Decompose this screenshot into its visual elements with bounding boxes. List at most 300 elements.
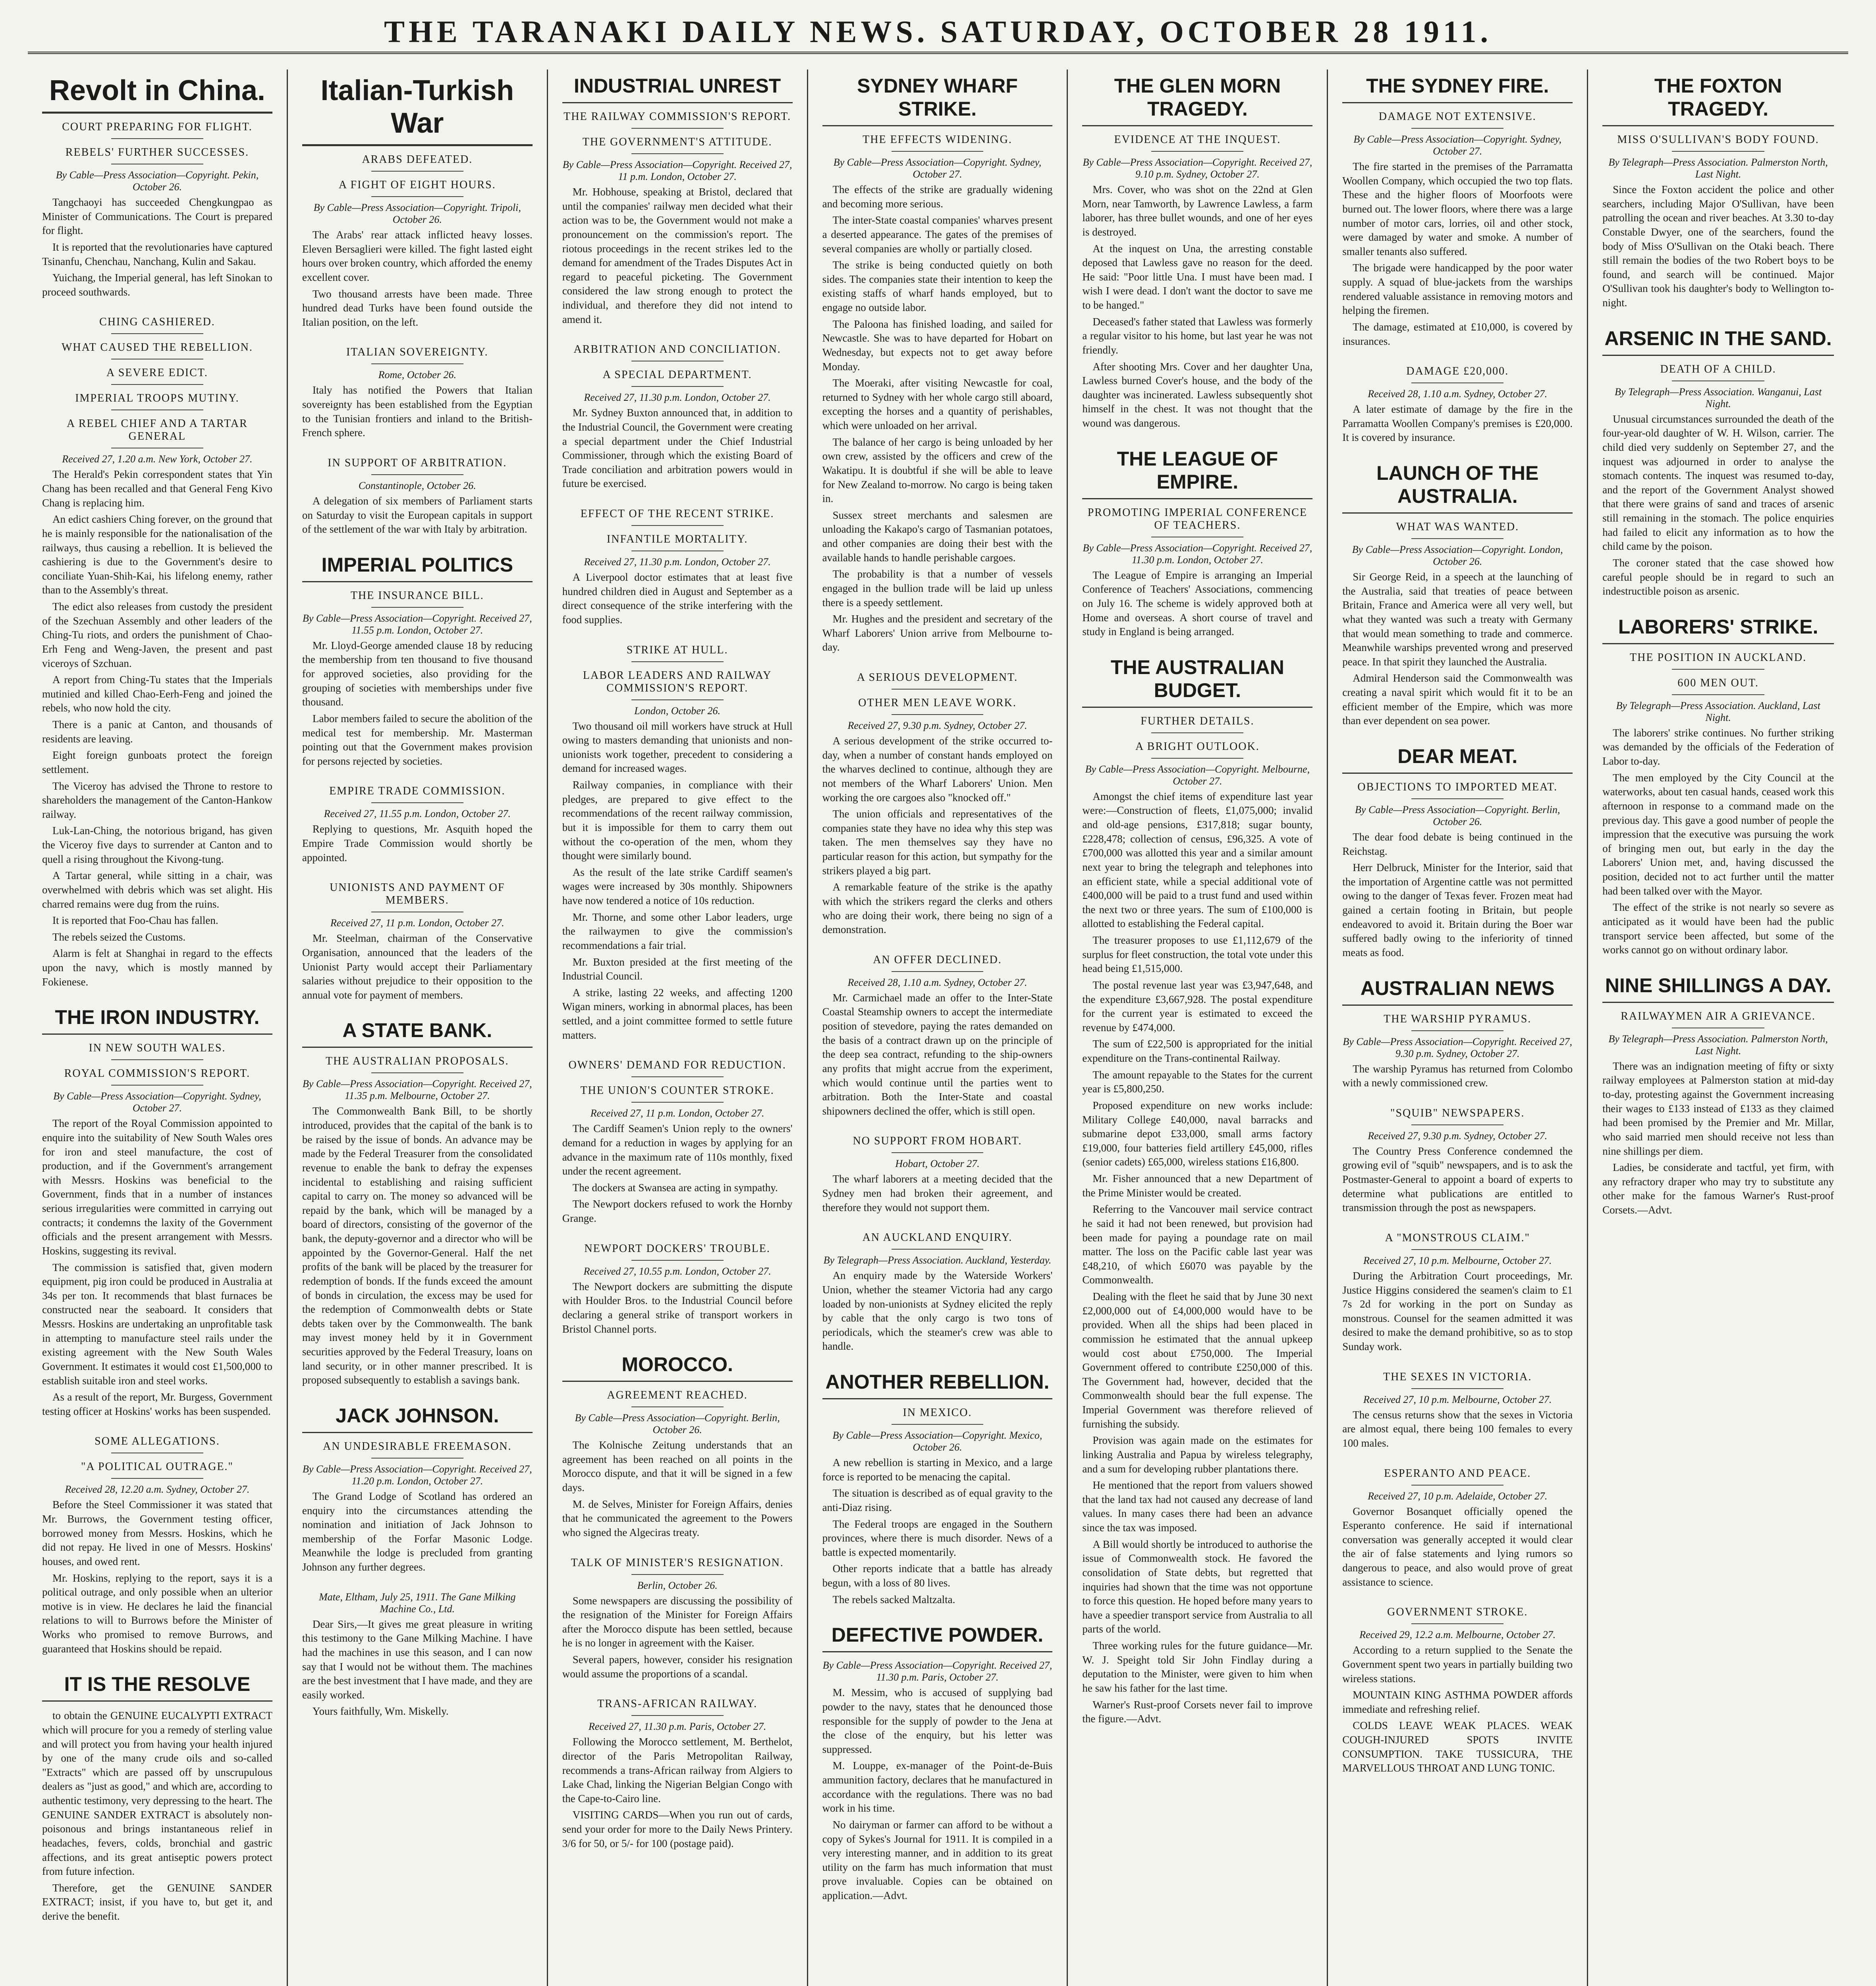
- article-subheading: REBELS' FURTHER SUCCESSES.: [65, 146, 249, 158]
- article-paragraph: There is a panic at Canton, and thousands of residents are leaving.: [42, 719, 272, 745]
- column-5: [1068, 70, 1328, 1986]
- article-paragraph: Three working rules for the future guidance—Mr. W. J. Speight told Sir John Findlay during a deputation to the Minister, were given to him when he saw his father for the last time.: [1082, 1640, 1313, 1694]
- dateline: Received 27, 11 p.m. London, October 27.: [590, 1107, 764, 1119]
- article-paragraph: The Newport dockers are submitting the dispute with Houlder Bros. to the Industrial Council before declaring a general strike of transport workers in Bristol Channel ports.: [562, 1280, 793, 1335]
- article-paragraph: Governor Bosanquet officially opened the Esperanto conference. He said if international conversation was generally accepted it would clear the air of false statements and lying rumors so dangerous to peace, and also would prove of great assistance to science.: [1342, 1505, 1573, 1588]
- article-paragraph: The Paloona has finished loading, and sailed for Newcastle. She was to have departed for Hobart on Wednesday, but expects not to get away before Monday.: [822, 318, 1053, 373]
- dateline: Received 27, 11.55 p.m. London, October 27.: [324, 808, 511, 820]
- column-4: [808, 70, 1068, 1986]
- article-subheading: OWNERS' DEMAND FOR REDUCTION.: [568, 1059, 786, 1072]
- divider: [371, 1458, 463, 1459]
- article-paragraph: He mentioned that the report from valuers showed that the land tax had not caused any decrease of land values. In many cases there had been an advance since the tax was imposed.: [1082, 1479, 1313, 1534]
- dateline: By Cable—Press Association—Copyright. Melbourne, October 27.: [1085, 763, 1310, 787]
- divider: [892, 1152, 984, 1153]
- column-1: [28, 70, 288, 1986]
- article: [1602, 74, 1834, 310]
- article-headline: IMPERIAL POLITICS: [302, 553, 533, 582]
- dateline: Received 28, 12.20 a.m. Sydney, October 27.: [65, 1484, 250, 1495]
- article: [562, 1557, 793, 1681]
- article-paragraph: Mr. Thorne, and some other Labor leaders, urge the railwaymen to give the commission's recommendations a fair trial.: [562, 911, 793, 951]
- divider: [631, 1260, 724, 1261]
- article-paragraph: According to a return supplied to the Senate the Government spent two years in partially building two wireless stations.: [1342, 1644, 1573, 1685]
- divider: [892, 971, 984, 972]
- article-subheading: A SEVERE EDICT.: [106, 367, 208, 379]
- divider: [631, 1076, 724, 1077]
- article-subheading: UNIONISTS AND PAYMENT OF MEMBERS.: [330, 881, 505, 907]
- article-subheading: THE RAILWAY COMMISSION'S REPORT.: [564, 110, 791, 123]
- article-paragraph: A delegation of six members of Parliament starts on Saturday to visit the European capitals in support of the settlement of the war with Italy by arbitration.: [302, 495, 533, 535]
- article-paragraph: The fire started in the premises of the Parramatta Woollen Company, which occupied the two top flats. These and the higher floors of Moorfoots were burned out. The lower floors, where there was a large number of motor cars, lorries, oil and other stock, were damaged by water and smoke. A number of smaller tenants also suffered.: [1342, 160, 1573, 257]
- article-subheading: TALK OF MINISTER'S RESIGNATION.: [571, 1556, 784, 1569]
- dateline: By Cable—Press Association—Copyright. London, October 26.: [1352, 544, 1563, 567]
- article-paragraph: Ladies, be considerate and tactful, yet firm, with any refractory draper who may try to substitute any other make for the famous Warner's Rust-proof Corsets.—Advt.: [1602, 1161, 1834, 1216]
- article: [1082, 656, 1312, 1726]
- article: [302, 457, 533, 537]
- divider: [631, 128, 724, 129]
- dateline: By Cable—Press Association—Copyright. Received 27, 11.30 p.m. Paris, October 27.: [822, 1660, 1052, 1683]
- article-paragraph: Other reports indicate that a battle has already begun, with a loss of 80 lives.: [822, 1563, 1053, 1589]
- article-paragraph: Before the Steel Commissioner it was stated that Mr. Burrows, the Government testing officer, borrowed money from Messrs. Hoskins, which he did not repay. He lived in one of Messrs. Hoskins' houses, and owed rent.: [42, 1499, 272, 1567]
- article-subheading: COURT PREPARING FOR FLIGHT.: [62, 121, 253, 133]
- article-subheading: "A POLITICAL OUTRAGE.": [81, 1461, 234, 1473]
- dateline: Constantinople, October 26.: [358, 479, 476, 491]
- dateline: By Cable—Press Association—Copyright. Received 27, 9.10 p.m. Sydney, October 27.: [1083, 156, 1312, 180]
- article-subheading: A BRIGHT OUTLOOK.: [1135, 740, 1260, 753]
- divider: [892, 714, 984, 715]
- article: [1602, 974, 1834, 1217]
- dateline: Received 27, 10.55 p.m. London, October 27.: [583, 1265, 771, 1277]
- article-headline: IT IS THE RESOLVE: [42, 1673, 272, 1702]
- divider: [1672, 669, 1764, 670]
- article: [1602, 327, 1834, 599]
- article-subheading: EFFECT OF THE RECENT STRIKE.: [580, 508, 774, 520]
- article-subheading: A SERIOUS DEVELOPMENT.: [857, 671, 1018, 684]
- article-paragraph: The inter-State coastal companies' wharves present a deserted appearance. The gates of the premises of several companies are wholly or partially closed.: [822, 214, 1053, 255]
- article-subheading: INFANTILE MORTALITY.: [606, 533, 748, 545]
- article-paragraph: The probability is that a number of vessels engaged in the bullion trade will be laid up unless there is a speedy settlement.: [822, 568, 1053, 609]
- column-2: [288, 70, 548, 1986]
- article-paragraph: The Moeraki, after visiting Newcastle for coal, returned to Sydney with her whole cargo still aboard, excepting the horses and a quantity of perishables, which were unloaded on her arrival.: [822, 377, 1053, 431]
- article-paragraph: Proposed expenditure on new works include: Military College £40,000, naval barracks and submarine depot £33,000, small arms factory £19,000, four batteries field artillery £45,000, rifles (senior cadets) £65,000, wireless stations £16,800.: [1082, 1099, 1313, 1168]
- dateline: By Telegraph—Press Association. Auckland, Last Night.: [1616, 699, 1820, 723]
- divider: [111, 1478, 203, 1479]
- article: [1342, 74, 1573, 348]
- article-paragraph: Amongst the chief items of expenditure last year were:—Construction of fleets, £1,075,000; invalid and old-age pensions, £317,818; sugar bounty, £228,478; collection of census, £96,325. A vote of £700,000 was allotted this year and a similar amount next year to bring the telegraph and telephones into an efficient state, while a special additional vote of £400,000 will be paid to a trust fund and used within the next two or three years. The sum of £100,000 is allotted to establishing the Federal capital.: [1082, 790, 1313, 930]
- article-paragraph: A serious development of the strike occurred to-day, when a number of constant hands employed on the wharves declined to continue, although they are not members of the Wharf Laborers' Union. Men working the ore cargoes also "knocked off.": [822, 735, 1053, 804]
- article-paragraph: Mr. Lloyd-George amended clause 18 by reducing the membership from ten thousand to five thousand for approved societies, also providing for the grouping of societies with memberships under five thousand.: [302, 639, 533, 708]
- article: [562, 644, 793, 1043]
- article-paragraph: Following the Morocco settlement, M. Berthelot, director of the Paris Metropolitan Railway, recommends a trans-African railway from Algiers to Lake Chad, linking the Nigerian Belgian Congo with the Cape-to-Cairo line.: [562, 1736, 793, 1804]
- divider: [1411, 538, 1504, 539]
- dateline: Received 28, 1.10 a.m. Sydney, October 27.: [1368, 388, 1548, 400]
- article-paragraph: At the inquest on Una, the arresting constable deposed that Lawless gave no reason for the deed. He said: "Poor little Una. I must have been mad. I wish I were dead. I don't want the doctor to save me to be hanged.": [1082, 242, 1313, 311]
- column-6: [1328, 70, 1588, 1986]
- article-headline: Revolt in China.: [42, 74, 272, 114]
- dateline: By Cable—Press Association—Copyright. Sydney, October 27.: [833, 156, 1042, 180]
- article: [302, 1404, 533, 1575]
- article-paragraph: The damage, estimated at £10,000, is covered by insurances.: [1342, 321, 1573, 347]
- article-subheading: EMPIRE TRADE COMMISSION.: [329, 785, 506, 798]
- article-paragraph: The men employed by the City Council at the waterworks, about ten casual hands, ceased work this afternoon in response to a command made on the previous day. This gave a good number of people the impression that the executive was pursuing the work of bringing men out, but early in the day the Laborers' Union met, and, having discussed the position, decided not to act further until the matter had been talked over with the Mayor.: [1602, 771, 1834, 897]
- article-paragraph: Sir George Reid, in a speech at the launching of the Australia, said that treaties of peace between Britain, France and America were all very well, but what they wanted was such a treaty with Germany that would mean something to trade and commerce. Meanwhile warships prevented wrong and preserved peace. In that spirit they launched the Australia.: [1342, 571, 1573, 668]
- divider: [631, 386, 724, 387]
- dateline: Received 27, 11.30 p.m. London, October 27.: [584, 392, 771, 404]
- article-paragraph: Mr. Steelman, chairman of the Conservative Organisation, announced that the leaders of the Unionist Party would accept their Parliamentary salaries without prejudice to their opposition to the annual vote for payment of members.: [302, 932, 533, 1001]
- article-subheading: AGREEMENT REACHED.: [607, 1389, 748, 1402]
- article: [562, 1698, 793, 1851]
- article-paragraph: The wharf laborers at a meeting decided that the Sydney men had broken their agreement, and therefore they would not support them.: [822, 1173, 1053, 1213]
- article-paragraph: Railway companies, in compliance with their pledges, are prepared to give effect to the recommendations of the recent railway commission, but it is impossible for them to carry them out without the co-operation of the men, whom they thought were similarly bound.: [562, 779, 793, 862]
- article: [1342, 1107, 1573, 1215]
- article: [822, 954, 1053, 1119]
- divider: [631, 699, 724, 700]
- article-paragraph: COLDS LEAVE WEAK PLACES. WEAK COUGH-INJURED SPOTS INVITE CONSUMPTION. TAKE TUSSICURA, THE MARVELLOUS THROAT AND LUNG TONIC.: [1342, 1719, 1573, 1774]
- dateline: By Cable—Press Association—Copyright. Received 27, 9.30 p.m. Sydney, October 27.: [1343, 1036, 1573, 1059]
- divider: [631, 525, 724, 526]
- article: [1602, 615, 1834, 957]
- article-paragraph: Admiral Henderson said the Commonwealth was creating a naval spirit which would fit it to be an efficient member of the Empire, which was more than ever dependent on sea power.: [1342, 672, 1573, 727]
- divider: [371, 171, 463, 172]
- article-paragraph: The brigade were handicapped by the poor water supply. A squad of blue-jackets from the warships rendered valuable assistance in removing motors and helping the firemen.: [1342, 262, 1573, 317]
- article-paragraph: Since the Foxton accident the police and other searchers, including Major O'Sullivan, have been patrolling the ocean and river beaches. At 3.30 to-day Constable Dwyer, one of the searchers, found the body of Miss O'Sullivan on the Otaki beach. There still remain the bodies of the two Robert boys to be found, and search will be continued. Major O'Sullivan took his daughter's body to Wellington to-night.: [1602, 184, 1834, 309]
- article-paragraph: The Newport dockers refused to work the Hornby Grange.: [562, 1198, 793, 1224]
- article-paragraph: The warship Pyramus has returned from Colombo with a newly commissioned crew.: [1342, 1063, 1573, 1089]
- article-paragraph: The Arabs' rear attack inflicted heavy losses. Eleven Bersaglieri were killed. The fight lasted eight hours over broken country, which afforded the enemy excellent cover.: [302, 229, 533, 283]
- article-paragraph: MOUNTAIN KING ASTHMA POWDER affords immediate and refreshing relief.: [1342, 1689, 1573, 1715]
- article-paragraph: A new rebellion is starting in Mexico, and a large force is reported to be menacing the capital.: [822, 1457, 1053, 1483]
- dateline: By Cable—Press Association—Copyright. Sydney, October 27.: [1353, 133, 1561, 157]
- article-subheading: THE AUSTRALIAN PROPOSALS.: [326, 1055, 509, 1068]
- article: [302, 785, 533, 865]
- article-paragraph: The Cardiff Seamen's Union reply to the owners' demand for a reduction in wages by applying for an advance in the maximum rate of 110s monthly, fixed under the recent agreement.: [562, 1122, 793, 1177]
- article-headline: Italian-Turkish War: [302, 74, 533, 146]
- article: [1342, 462, 1573, 728]
- article-paragraph: Herr Delbruck, Minister for the Interior, said that the importation of Argentine cattle was not permitted owing to the danger of Texas fever. Frozen meat had gained a certain footing in Britain, but people endeavored to avoid it. Britain during the Boer war suffered badly owing to the inferiority of tinned meats as food.: [1342, 862, 1573, 958]
- article-subheading: THE GOVERNMENT'S ATTITUDE.: [582, 136, 772, 148]
- article: [562, 1242, 793, 1337]
- article-paragraph: The union officials and representatives of the companies state they have no idea why this step was taken. The men themselves say they have no particular reason for this action, but sympathy for the strikers played a big part.: [822, 808, 1053, 877]
- article: [1082, 74, 1312, 431]
- divider: [631, 1574, 724, 1575]
- article-paragraph: The League of Empire is arranging an Imperial Conference of Teachers' Associations, commencing on July 16. The scheme is widely approved both at Home and overseas. A short course of travel and study in England is being arranged.: [1082, 569, 1313, 638]
- article-subheading: DAMAGE NOT EXTENSIVE.: [1378, 110, 1536, 123]
- divider: [111, 1085, 203, 1086]
- article-paragraph: M. Louppe, ex-manager of the Point-de-Buis ammunition factory, declares that he manufactured in accordance with the regulations. There was no bad work in his time.: [822, 1760, 1053, 1814]
- dateline: Received 27, 11.30 p.m. London, October 27.: [584, 556, 771, 568]
- article-paragraph: The dockers at Swansea are acting in sympathy.: [572, 1181, 778, 1194]
- article: [42, 1435, 272, 1656]
- article-paragraph: An edict cashiers Ching forever, on the ground that he is mainly responsible for the nationalisation of the railways, thus causing a rebellion. It is believed the cashiering is due to the Government's desire to conciliate Yuan-Shih-Kai, his lifelong enemy, rather than to the Assembly's threat.: [42, 513, 272, 596]
- article-paragraph: There was an indignation meeting of fifty or sixty railway employees at Palmerston station at mid-day to-day, protesting against the Government increasing their wages to £133 instead of £133 as they claimed had been promised by the Premier and Mr. Millar, who said married men should receive not less than nine shillings per diem.: [1602, 1060, 1834, 1157]
- divider: [1672, 151, 1764, 152]
- article-subheading: SOME ALLEGATIONS.: [95, 1435, 220, 1448]
- article-paragraph: A Tartar general, while sitting in a chair, was overwhelmed with debris which was set alight. His charred remains were dug from the ruins.: [42, 869, 272, 910]
- dateline: By Cable—Press Association—Copyright. Received 27, 11.30 p.m. London, October 27.: [1083, 542, 1312, 566]
- article-paragraph: After shooting Mrs. Cover and her daughter Una, Lawless burned Cover's house, and the body of the daughter was incinerated. Lawless subsequently shot himself in the chest. It was not thought that the wound was dangerous.: [1082, 360, 1313, 429]
- dateline: By Cable—Press Association—Copyright. Received 27, 11.55 p.m. London, October 27.: [302, 612, 532, 636]
- article-paragraph: to obtain the GENUINE EUCALYPTI EXTRACT which will procure for you a remedy of sterling value and will protect you from having your health injured by one of the many crude oils and so-called "Extracts" which are passed off by unscrupulous dealers as "just as good," and which are, according to authentic testimony, very depressing to the heart. The GENUINE SANDER EXTRACT is absolutely non-poisonous and brings instantaneous relief in headaches, fevers, colds, bronchial and gastric affections, and its great antiseptic powers protect from future infection.: [42, 1710, 272, 1878]
- article-paragraph: The coroner stated that the case showed how careful people should be in regard to such an indestructible poison as arsenic.: [1602, 556, 1834, 597]
- article-paragraph: The edict also releases from custody the president of the Szechuan Assembly and other leaders of the Ching-Tu riots, and orders the punishment of Chao-Erh Feng and Weng-Javen, the present and past viceroys of Szchuan.: [42, 601, 272, 669]
- article-paragraph: The sum of £22,500 is appropriated for the initial expenditure on the Trans-continental Railway.: [1082, 1038, 1313, 1064]
- article-paragraph: The effects of the strike are gradually widening and becoming more serious.: [822, 184, 1053, 210]
- article-paragraph: A Liverpool doctor estimates that at least five hundred children died in August and September as a direct consequence of the strike interfering with the food supplies.: [562, 571, 793, 626]
- divider: [892, 1249, 984, 1250]
- dateline: By Cable—Press Association—Copyright. Berlin, October 26.: [575, 1412, 780, 1436]
- divider: [1411, 128, 1504, 129]
- article-headline: JACK JOHNSON.: [302, 1404, 533, 1433]
- article: [562, 1059, 793, 1225]
- article: [42, 1006, 272, 1418]
- article-paragraph: The Commonwealth Bank Bill, to be shortly introduced, provides that the capital of the bank is to be raised by the issue of bonds. An advance may be made by the Federal Treasurer from the consolidated revenue to enable the bank to defray the expenses incidental to establishing and raising sufficient capital to carry on. The money so advanced will be repaid by the bank, which will be managed by a board of directors, consisting of the governor of the bank, the deputy-governor and a director who will be appointed by the Governor-General. Half the net profits of the bank will be placed by the treasurer for redemption of bonds. If the funds exceed the amount of bonds in circulation, the excess may be used for the redemption of Commonwealth debts or State debts taken over by the Commonwealth. The bank may invest money held by it in Government securities approved by the Federal Treasury, loans on land security, or in other manner prescribed. It is proposed subsequently to establish a savings bank.: [302, 1105, 533, 1386]
- article: [42, 1673, 272, 1923]
- dateline: Received 27, 10 p.m. Adelaide, October 27.: [1368, 1490, 1548, 1502]
- article-paragraph: Some newspapers are discussing the possibility of the resignation of the Minister for Foreign Affairs after the Morocco dispute has been settled, because he is no longer in agreement with the Kaiser.: [562, 1594, 793, 1649]
- article: [822, 1623, 1053, 1903]
- article-paragraph: Provision was again made on the estimates for linking Australia and Papua by wireless telegraphy, and a sum for developing rubber plantations there.: [1082, 1434, 1313, 1475]
- article-paragraph: A later estimate of damage by the fire in the Parramatta Woollen Company's premises is £20,000. It is covered by insurance.: [1342, 403, 1573, 444]
- article-paragraph: Several papers, however, consider his resignation would assume the proportions of a scandal.: [562, 1654, 793, 1680]
- dateline: Mate, Eltham, July 25, 1911. The Gane Milking Machine Co., Ltd.: [318, 1591, 516, 1615]
- article: [1342, 977, 1573, 1090]
- article-subheading: THE SEXES IN VICTORIA.: [1383, 1370, 1532, 1383]
- article-paragraph: The amount repayable to the States for the current year is £5,800,250.: [1082, 1068, 1313, 1095]
- article-paragraph: Alarm is felt at Shanghai in regard to the effects upon the navy, which is mostly manned by Fokienese.: [42, 947, 272, 988]
- article-headline: THE LEAGUE OF EMPIRE.: [1082, 447, 1312, 499]
- article-paragraph: The Viceroy has advised the Throne to restore to shareholders the management of the Canton-Hankow railway.: [42, 780, 272, 820]
- divider: [631, 153, 724, 154]
- divider: [371, 1072, 463, 1073]
- article-subheading: STRIKE AT HULL.: [626, 643, 728, 656]
- article-paragraph: It is reported that the revolutionaries have captured Tsinanfu, Chenchau, Nanchang, Kulin and Sakau.: [42, 241, 272, 267]
- article-paragraph: Mrs. Cover, who was shot on the 22nd at Glen Morn, near Tamworth, by Lawrence Lawless, a farm laborer, has three bullet wounds, and one of her eyes is destroyed.: [1082, 184, 1313, 238]
- article-paragraph: The treasurer proposes to use £1,112,679 of the surplus for fleet construction, the total vote under this head being £1,515,000.: [1082, 934, 1313, 975]
- article-subheading: THE INSURANCE BILL.: [350, 589, 484, 602]
- article-headline: DEFECTIVE POWDER.: [822, 1623, 1053, 1652]
- divider: [892, 151, 984, 152]
- article-paragraph: Labor members failed to secure the abolition of the medical test for membership. Mr. Masterman pointing out that the Government makes provision for persons rejected by societies.: [302, 712, 533, 767]
- divider: [1151, 732, 1243, 733]
- article-paragraph: It is reported that Foo-Chau has fallen.: [52, 914, 218, 927]
- dateline: By Cable—Press Association—Copyright. Received 27, 11.20 p.m. London, October 27.: [302, 1463, 532, 1487]
- article-paragraph: The Herald's Pekin correspondent states that Yin Chang has been recalled and that General Feng Kivo Chang is replacing him.: [42, 468, 272, 509]
- dateline: Received 27, 10 p.m. Melbourne, October 27.: [1363, 1254, 1552, 1266]
- article-paragraph: Unusual circumstances surrounded the death of the four-year-old daughter of W. H. Wilson, carrier. The child died very suddenly on September 27, and the inquest was adjourned in order to analyse the stomach contents. The inquest was resumed to-day, and the report of the Government Analyst showed that there were grains of sand and traces of arsenic still remaining in the stomach. The police enquiries had failed to elicit any information as to how the child came by the poison.: [1602, 413, 1834, 553]
- article-headline: NINE SHILLINGS A DAY.: [1602, 974, 1834, 1003]
- article-paragraph: Warner's Rust-proof Corsets never fail to improve the figure.—Advt.: [1082, 1698, 1313, 1725]
- article-headline: SYDNEY WHARF STRIKE.: [822, 74, 1053, 126]
- article-paragraph: A strike, lasting 22 weeks, and affecting 1200 Wigan miners, working in abnormal places, has been settled, and a joint committee formed to settle future matters.: [562, 986, 793, 1041]
- article-subheading: ARABS DEFEATED.: [362, 153, 473, 166]
- article-subheading: THE EFFECTS WIDENING.: [863, 133, 1012, 146]
- dateline: Received 29, 12.2 a.m. Melbourne, October 27.: [1359, 1629, 1556, 1641]
- article-paragraph: Mr. Hughes and the president and secretary of the Wharf Laborers' Union arrive from Melbourne to-day.: [822, 613, 1053, 653]
- article-headline: A STATE BANK.: [302, 1019, 533, 1048]
- article: [562, 508, 793, 627]
- article-paragraph: A remarkable feature of the strike is the apathy with which the strikers regard the clerks and others who are doing their work, there being no sign of a demonstration.: [822, 881, 1053, 936]
- divider: [1411, 1485, 1504, 1486]
- article-paragraph: Mr. Hobhouse, speaking at Bristol, declared that until the companies' railway men decided what their action was to be, the Government would not make a pronouncement on the commission's report. The riotous proceedings in the recent strikes led to the demand for amendment of the Trades Disputes Act in regard to peaceful picketing. The Government considered the law strong enough to protect the individual, and therefore they did not intend to amend it.: [562, 186, 793, 325]
- divider: [1411, 798, 1504, 799]
- article: [1342, 1467, 1573, 1590]
- article-paragraph: A Bill would shortly be introduced to authorise the issue of Commonwealth stock. He favored the consolidation of State debts, but regretted that inquiries had shown that the time was not opportune to force this question. He hoped before many years to have a speedier transport service from Australia to all parts of the world.: [1082, 1538, 1313, 1635]
- article-subheading: PROMOTING IMPERIAL CONFERENCE OF TEACHERS.: [1087, 506, 1307, 531]
- divider: [371, 607, 463, 608]
- article: [1342, 365, 1573, 445]
- article-paragraph: The rebels sacked Maltzalta.: [832, 1593, 955, 1605]
- article-paragraph: A report from Ching-Tu states that the Imperials mutinied and killed Chao-Eerh-Feng and joined the rebels, who now hold the city.: [42, 674, 272, 714]
- article-headline: ANOTHER REBELLION.: [822, 1370, 1053, 1399]
- article-subheading: AN UNDESIRABLE FREEMASON.: [323, 1440, 512, 1453]
- article-subheading: FURTHER DETAILS.: [1141, 715, 1255, 727]
- divider: [631, 1102, 724, 1103]
- article-subheading: A "MONSTROUS CLAIM.": [1385, 1231, 1530, 1244]
- article-subheading: IN MEXICO.: [903, 1406, 972, 1419]
- divider: [1411, 1623, 1504, 1624]
- article-subheading: OTHER MEN LEAVE WORK.: [858, 697, 1017, 709]
- article-subheading: IN SUPPORT OF ARBITRATION.: [328, 456, 507, 469]
- article-paragraph: The rebels seized the Customs.: [52, 931, 186, 943]
- article-paragraph: The Grand Lodge of Scotland has ordered an enquiry into the circumstances attending the nomination and initiation of Jack Johnson to membership of the Forfar Masonic Lodge. Meanwhile the lodge is precluded from granting Johnson any further degrees.: [302, 1490, 533, 1573]
- article: [1082, 447, 1312, 639]
- article: [822, 74, 1053, 655]
- article-subheading: AN OFFER DECLINED.: [873, 953, 1002, 966]
- dateline: Received 27, 10 p.m. Melbourne, October 27.: [1363, 1393, 1552, 1405]
- article-paragraph: Mr. Buxton presided at the first meeting of the Industrial Council.: [562, 956, 793, 982]
- article-subheading: LABOR LEADERS AND RAILWAY COMMISSION'S REPORT.: [583, 669, 772, 694]
- dateline: Received 27, 9.30 p.m. Sydney, October 27.: [847, 720, 1027, 731]
- article-subheading: EVIDENCE AT THE INQUEST.: [1114, 133, 1281, 146]
- divider: [371, 196, 463, 197]
- article: [302, 553, 533, 769]
- dateline: By Cable—Press Association—Copyright. Sydney, October 27.: [53, 1090, 261, 1114]
- article-subheading: IN NEW SOUTH WALES.: [89, 1042, 226, 1055]
- article-headline: THE GLEN MORN TRAGEDY.: [1082, 74, 1312, 126]
- divider: [892, 689, 984, 690]
- article-paragraph: No dairyman or farmer can afford to be without a copy of Sykes's Journal for 1911. It is compiled in a very interesting manner, and in addition to its great utility on the farm has much information that must prove invaluable. Copies can be obtained on application.—Advt.: [822, 1818, 1053, 1901]
- article: [822, 671, 1053, 937]
- article: [302, 346, 533, 440]
- dateline: By Cable—Press Association—Copyright. Received 27, 11 p.m. London, October 27.: [562, 159, 792, 182]
- article: [302, 881, 533, 1002]
- divider: [111, 333, 203, 334]
- article-paragraph: Yuichang, the Imperial general, has left Sinokan to proceed southwards.: [42, 272, 272, 298]
- article-paragraph: The effect of the strike is not nearly so severe as anticipated as it would have been had the public transport service been affected, but some of the works cannot go on without ordinary labor.: [1602, 901, 1834, 956]
- article-paragraph: Deceased's father stated that Lawless was formerly a regular visitor to his home, but last year he was not friendly.: [1082, 315, 1313, 356]
- article-paragraph: Eight foreign gunboats protect the foreign settlement.: [42, 749, 272, 775]
- article-paragraph: Yours faithfully, Wm. Miskelly.: [312, 1705, 449, 1717]
- divider: [631, 1715, 724, 1716]
- divider: [111, 384, 203, 385]
- article-subheading: IMPERIAL TROOPS MUTINY.: [75, 392, 239, 405]
- article-subheading: NEWPORT DOCKERS' TROUBLE.: [584, 1242, 770, 1255]
- divider: [371, 474, 463, 475]
- article-paragraph: M. Messim, who is accused of supplying bad powder to the navy, states that he denounced those responsible for the supply of powder to the Jena at the close of the enquiry, but his letter was suppressed.: [822, 1687, 1053, 1755]
- article-headline: THE AUSTRALIAN BUDGET.: [1082, 656, 1312, 708]
- divider: [1411, 1249, 1504, 1250]
- article-subheading: 600 MEN OUT.: [1677, 676, 1759, 689]
- article-subheading: WHAT WAS WANTED.: [1396, 521, 1519, 533]
- article-subheading: TRANS-AFRICAN RAILWAY.: [597, 1698, 758, 1710]
- article: [42, 74, 272, 299]
- dateline: By Cable—Press Association—Copyright. Mexico, October 26.: [832, 1430, 1042, 1453]
- article-paragraph: Mr. Fisher announced that a new Department of the Prime Minister would be created.: [1082, 1173, 1313, 1199]
- article-paragraph: Dear Sirs,—It gives me great pleasure in writing this testimony to the Gane Milking Machine. I have had the machines in use this season, and I can now say that I would not be without them. The machines are the best investment that I have made, and they are easily worked.: [302, 1618, 533, 1701]
- article-headline: THE FOXTON TRAGEDY.: [1602, 74, 1834, 126]
- article-subheading: ESPERANTO AND PEACE.: [1384, 1467, 1531, 1480]
- article-paragraph: The commission is satisfied that, given modern equipment, pig iron could be produced in Australia at 34s per ton. It recommends that blast furnaces be constructed near the seaboard. It considers that Messrs. Hoskins are undertaking an unprofitable task in attempting to manufacture steel rails under the existing agreement with the New South Wales Government. It estimates it would cost £1,500,000 to establish suitable iron and steel works.: [42, 1261, 272, 1387]
- dateline: Received 27, 11 p.m. London, October 27.: [330, 917, 504, 929]
- divider: [892, 1424, 984, 1425]
- masthead: THE TARANAKI DAILY NEWS. SATURDAY, OCTOBER 28 1911.: [28, 12, 1848, 54]
- article-headline: ARSENIC IN THE SAND.: [1602, 327, 1834, 356]
- article-subheading: ARBITRATION AND CONCILIATION.: [573, 343, 781, 356]
- article-paragraph: As a result of the report, Mr. Burgess, Government testing officer at Hoskins' works has been suspended.: [42, 1391, 272, 1417]
- divider: [631, 661, 724, 662]
- article-paragraph: Replying to questions, Mr. Asquith hoped the Empire Trade Commission would shortly be appointed.: [302, 823, 533, 864]
- article-paragraph: The dear food debate is being continued in the Reichstag.: [1342, 831, 1573, 857]
- article: [42, 316, 272, 989]
- dateline: By Cable—Press Association—Copyright. Tripoli, October 26.: [313, 202, 521, 225]
- dateline: Received 27, 1.20 a.m. New York, October 27.: [62, 453, 253, 465]
- article-headline: INDUSTRIAL UNREST: [562, 74, 793, 103]
- article-paragraph: The report of the Royal Commission appointed to enquire into the suitability of New South Wales ores for iron and steel manufacture, the cost of production, and if the Government's arrangement with Messrs. Hoskins was beneficial to the Government, finds that in a number of instances serious irregularities were committed in carrying out contracts; it condemns the laxity of the Government officials and the present arrangement with Messrs. Hoskins, suggesting its revival.: [42, 1117, 272, 1257]
- article-paragraph: Two thousand arrests have been made. Three hundred dead Turks have been found outside the Italian position, on the left.: [302, 288, 533, 328]
- divider: [1411, 1388, 1504, 1389]
- dateline: By Cable—Press Association—Copyright. Berlin, October 26.: [1355, 804, 1560, 827]
- article-subheading: AN AUCKLAND ENQUIRY.: [862, 1231, 1013, 1244]
- article-subheading: A SPECIAL DEPARTMENT.: [602, 369, 752, 381]
- dateline: Rome, October 26.: [378, 369, 456, 381]
- dateline: London, October 26.: [634, 705, 720, 717]
- article-paragraph: Tangchaoyi has succeeded Chengkungpao as Minister of Communications. The Court is prepared for flight.: [42, 196, 272, 237]
- article-subheading: "SQUIB" NEWSPAPERS.: [1390, 1107, 1525, 1119]
- article: [822, 1135, 1053, 1215]
- article-paragraph: Sussex street merchants and salesmen are unloading the Kakapo's cargo of Tasmanian potatoes, and other companies are doing their best with the available hands to handle perishable cargoes.: [822, 509, 1053, 564]
- article: [302, 74, 533, 329]
- divider: [371, 802, 463, 803]
- article: [822, 1231, 1053, 1354]
- article-subheading: THE POSITION IN AUCKLAND.: [1630, 651, 1807, 664]
- article-subheading: THE WARSHIP PYRAMUS.: [1384, 1012, 1532, 1025]
- divider: [1672, 694, 1764, 695]
- newspaper-page: [28, 70, 1848, 1986]
- divider: [1411, 1124, 1504, 1125]
- article-paragraph: Two thousand oil mill workers have struck at Hull owing to masters demanding that unionists and non-unionists work together, precedent to considering a demand for increased wages.: [562, 720, 793, 775]
- article: [562, 1353, 793, 1540]
- article-headline: LABORERS' STRIKE.: [1602, 615, 1834, 644]
- article-subheading: ITALIAN SOVEREIGNTY.: [346, 346, 488, 359]
- article-paragraph: Dealing with the fleet he said that by June 30 next £2,000,000 out of £4,000,000 would have to be provided. When all the ships had been placed in commission he estimated that the annual upkeep would cost about £750,000. The Imperial Government offered to contribute £250,000 of this. The Government had, however, decided that the Commonwealth should bear the full expense. The Imperial Government was therefore relieved of furnishing the subsidy.: [1082, 1291, 1313, 1430]
- article-headline: THE IRON INDUSTRY.: [42, 1006, 272, 1035]
- article-headline: MOROCCO.: [562, 1353, 793, 1382]
- article-paragraph: The Federal troops are engaged in the Southern provinces, where there is much disorder. News of a battle is expected momentarily.: [822, 1518, 1053, 1558]
- article-paragraph: The Kolnische Zeitung understands that an agreement has been reached on all points in the Morocco dispute, and that it will be signed in a few days.: [562, 1439, 793, 1493]
- article-subheading: A FIGHT OF EIGHT HOURS.: [338, 179, 496, 191]
- divider: [111, 138, 203, 139]
- article: [822, 1370, 1053, 1607]
- article-paragraph: An enquiry made by the Waterside Workers' Union, whether the steamer Victoria had any cargo loaded by non-unionists at Sydney elicited the reply by cable that the only cargo is two tons of periodicals, which the steamer's crew was able to handle.: [822, 1269, 1053, 1352]
- dateline: By Telegraph—Press Association. Wanganui, Last Night.: [1615, 386, 1822, 410]
- dateline: By Telegraph—Press Association. Palmerston North, Last Night.: [1608, 156, 1828, 180]
- article-paragraph: The balance of her cargo is being unloaded by her own crew, assisted by the officers and crew of the Wakatipu. It is doubtful if she will be able to leave for New Zealand to-morrow. No cargo is being taken in.: [822, 436, 1053, 505]
- dateline: Received 28, 1.10 a.m. Sydney, October 27.: [847, 976, 1027, 988]
- divider: [371, 363, 463, 364]
- article-subheading: GOVERNMENT STROKE.: [1387, 1606, 1528, 1619]
- article: [1342, 1606, 1573, 1775]
- article-paragraph: During the Arbitration Court proceedings, Mr. Justice Higgins considered the seamen's claim to £1 7s 2d for working in the port on Sunday as monstrous. Counsel for the seamen admitted it was desired to make the demand prohibitive, so as to stop Sunday work.: [1342, 1269, 1573, 1352]
- article-paragraph: The Country Press Conference condemned the growing evil of "squib" newspapers, and is to ask the Postmaster-General to appoint a board of experts to determine what publications are entitled to transmission through the post as newspapers.: [1342, 1145, 1573, 1214]
